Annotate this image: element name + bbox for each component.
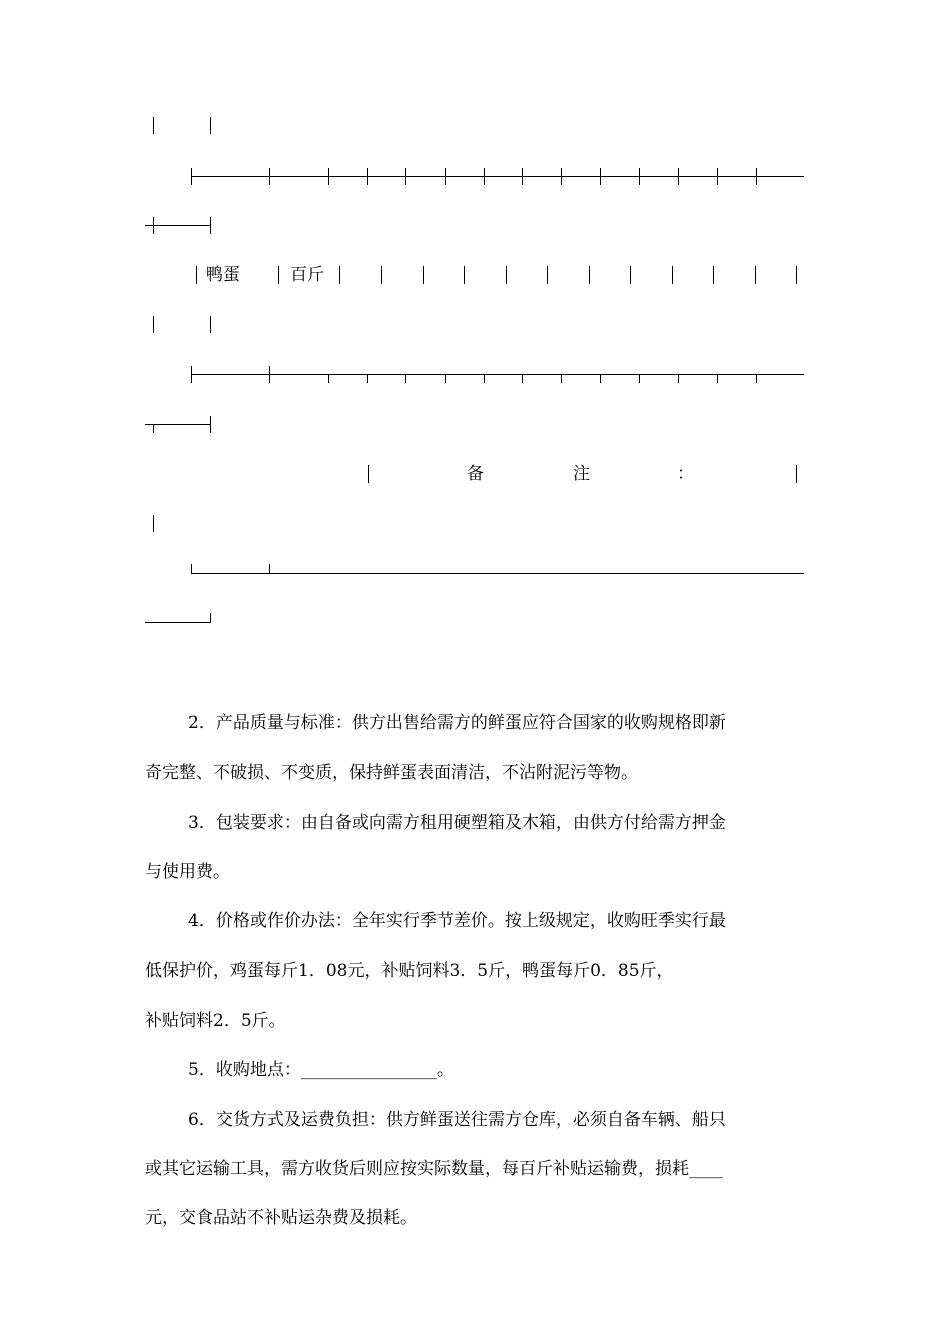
product-cell: 鸭蛋 bbox=[206, 265, 240, 285]
clause-line: 5．收购地点：________________。 bbox=[188, 1060, 454, 1080]
table-border bbox=[672, 266, 673, 284]
table-divider bbox=[269, 366, 270, 383]
clause-line: 元，交食品站不补贴运杂费及损耗。 bbox=[145, 1208, 417, 1228]
table-divider bbox=[153, 217, 154, 234]
table-bottom-border bbox=[145, 622, 211, 623]
table-divider bbox=[561, 374, 562, 383]
table-border bbox=[796, 266, 797, 284]
remarks-label-zhu: 注 bbox=[573, 464, 590, 484]
table-border bbox=[153, 117, 154, 134]
unit-cell: 百斤 bbox=[290, 265, 324, 285]
clause-line: 6．交货方式及运费负担：供方鲜蛋送往需方仓库，必须自备车辆、船只 bbox=[188, 1110, 726, 1130]
table-border bbox=[506, 266, 507, 284]
table-border bbox=[210, 613, 211, 623]
table-border bbox=[547, 266, 548, 284]
table-border bbox=[191, 168, 192, 185]
table-border bbox=[713, 266, 714, 284]
table-border bbox=[796, 465, 797, 483]
table-divider bbox=[717, 168, 718, 185]
clause-line: 3．包装要求：由自备或向需方租用硬塑箱及木箱，由供方付给需方押金 bbox=[188, 813, 726, 833]
table-divider bbox=[445, 374, 446, 383]
clause-line: 奇完整、不破损、不变质，保持鲜蛋表面清洁，不沾附泥污等物。 bbox=[145, 763, 638, 783]
table-divider bbox=[153, 424, 154, 433]
table-border bbox=[381, 266, 382, 284]
table-border bbox=[368, 465, 369, 483]
clause-line: 低保护价，鸡蛋每斤1．08元，补贴饲料3．5斤，鸭蛋每斤0．85斤， bbox=[145, 961, 674, 981]
table-divider bbox=[522, 374, 523, 383]
table-divider bbox=[756, 374, 757, 383]
table-divider bbox=[367, 374, 368, 383]
table-border bbox=[191, 366, 192, 383]
table-divider bbox=[405, 374, 406, 383]
table-divider bbox=[269, 564, 270, 574]
remarks-label-bei: 备 bbox=[467, 464, 484, 484]
table-border bbox=[210, 316, 211, 333]
table-divider bbox=[522, 168, 523, 185]
table-border bbox=[339, 266, 340, 284]
table-divider bbox=[600, 168, 601, 185]
table-divider bbox=[191, 176, 804, 177]
table-border bbox=[191, 564, 192, 574]
table-divider bbox=[367, 168, 368, 185]
table-divider bbox=[484, 168, 485, 185]
table-divider bbox=[756, 168, 757, 185]
clause-line: 4．价格或作价办法：全年实行季节差价。按上级规定，收购旺季实行最 bbox=[188, 911, 726, 931]
table-border bbox=[210, 416, 211, 433]
table-border bbox=[153, 316, 154, 333]
table-border bbox=[278, 266, 279, 284]
clause-line: 与使用费。 bbox=[145, 862, 230, 882]
table-divider bbox=[639, 168, 640, 185]
table-border bbox=[210, 217, 211, 234]
table-divider bbox=[328, 374, 329, 383]
table-border bbox=[210, 117, 211, 134]
table-divider bbox=[145, 424, 211, 425]
table-divider bbox=[717, 374, 718, 383]
table-divider bbox=[191, 374, 804, 375]
remarks-colon: ： bbox=[677, 464, 694, 484]
table-divider bbox=[561, 168, 562, 185]
clause-line: 或其它运输工具，需方收货后则应按实际数量，每百斤补贴运输费，损耗____ bbox=[145, 1159, 723, 1179]
clause-line: 补贴饲料2．5斤。 bbox=[145, 1011, 286, 1031]
clause-line: 2．产品质量与标准：供方出售给需方的鲜蛋应符合国家的收购规格即新 bbox=[188, 713, 726, 733]
table-border bbox=[423, 266, 424, 284]
table-divider bbox=[405, 168, 406, 185]
table-border bbox=[589, 266, 590, 284]
table-divider bbox=[678, 374, 679, 383]
table-border bbox=[755, 266, 756, 284]
table-border bbox=[153, 515, 154, 532]
table-divider bbox=[678, 168, 679, 185]
table-border bbox=[630, 266, 631, 284]
table-divider bbox=[445, 168, 446, 185]
table-divider bbox=[639, 374, 640, 383]
table-border bbox=[196, 266, 197, 284]
table-divider bbox=[145, 225, 211, 226]
table-border bbox=[464, 266, 465, 284]
table-divider bbox=[269, 168, 270, 185]
table-divider bbox=[328, 168, 329, 185]
table-bottom-border bbox=[191, 573, 804, 574]
table-divider bbox=[484, 374, 485, 383]
table-divider bbox=[600, 374, 601, 383]
